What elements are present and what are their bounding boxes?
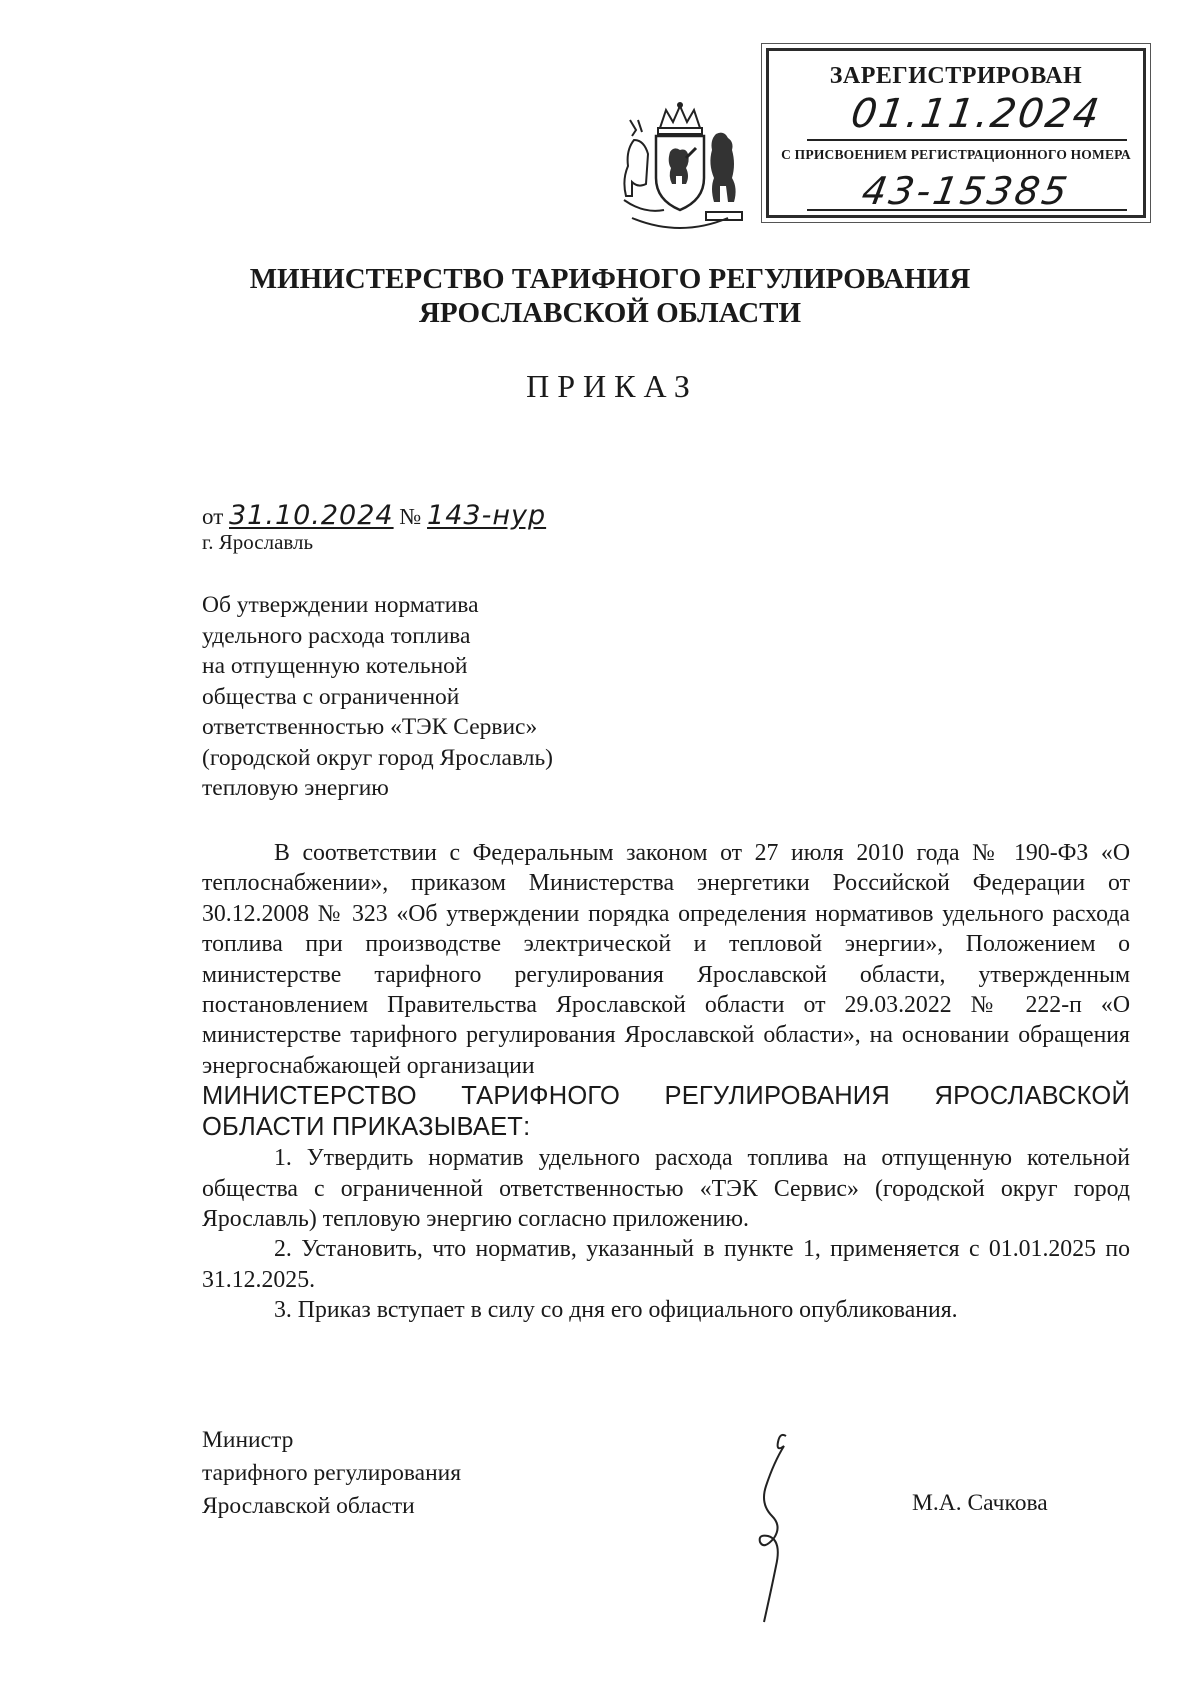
document-type: ПРИКАЗ [526,368,698,404]
order-from-label: от [202,504,224,529]
order-city: г. Ярославль [202,530,314,554]
order-body [202,838,1130,1326]
stamp-date-underline [807,139,1127,141]
coat-of-arms-icon [612,100,748,242]
signatory-position-line1: Министр [202,1427,294,1453]
order-item-1: 1. Утвердить норматив удельного расхода топлива на отпущенную котельной общества с ограниченной ответственностью «ТЭК Сервис» (городской округ город Ярославль) тепловую энергию согласно приложению. [202,1145,1130,1233]
signatory-position-line2: тарифного регулирования [202,1460,462,1486]
subject-line: тепловую энергию [202,775,389,801]
signatory-name: М.А. Сачкова [912,1490,1048,1516]
ministry-heading-line2: ЯРОСЛАВСКОЙ ОБЛАСТИ [418,297,802,329]
handwritten-signature-icon [730,1430,840,1630]
registration-stamp [766,48,1146,218]
subject-line: удельного расхода топлива [202,622,471,649]
order-subject [202,590,672,804]
ministry-heading-line1: МИНИСТЕРСТВО ТАРИФНОГО РЕГУЛИРОВАНИЯ [249,263,971,295]
signatory-position [202,1424,461,1523]
order-number-label: № [399,504,422,529]
stamp-title: ЗАРЕГИСТРИРОВАН [829,63,1083,89]
stamp-date-handwritten: 01.11.2024 [848,91,1104,137]
subject-line: общества с ограниченной [202,683,460,710]
order-item-2: 2. Установить, что норматив, указанный в пункте 1, применяется с 01.01.2025 по 31.12.2025. [202,1236,1130,1293]
order-date-handwritten: 31.10.2024 [229,500,394,531]
subject-line: на отпущенную котельной [202,653,468,679]
subject-line: (городской округ город Ярославль) [202,744,553,771]
preamble-paragraph: В соответствии с Федеральным законом от 27 июля 2010 года № 190-ФЗ «О теплоснабжении», приказом Министерства энергетики Российской Федерации от 30.12.2008 № 323 «Об утверждении порядка определения нормативов удельного расхода топлива при производстве электрической и тепловой энергии», Положением о министерстве тарифного регулирования Ярославской области, утвержденным постановлением Правительства Ярославской области от 29.03.2022 № 222-п «О министерстве тарифного регулирования Ярославской области», на основании обращения энергоснабжающей организации [202,840,1130,1079]
ministry-heading [10,262,1200,330]
order-date-number [202,500,546,531]
order-number-handwritten: 143-нур [427,500,547,531]
decree-line: МИНИСТЕРСТВО ТАРИФНОГО РЕГУЛИРОВАНИЯ ЯРОСЛАВСКОЙ ОБЛАСТИ ПРИКАЗЫВАЕТ: [202,1082,1130,1142]
subject-line: ответственностью «ТЭК Сервис» [202,714,538,740]
stamp-number-underline [807,209,1127,211]
order-item-3: 3. Приказ вступает в силу со дня его официального опубликования. [274,1297,958,1324]
subject-line: Об утверждении норматива [202,592,479,618]
stamp-reg-number-handwritten: 43-15385 [858,169,1074,213]
stamp-subtitle: С ПРИСВОЕНИЕМ РЕГИСТРАЦИОННОГО НОМЕРА [781,147,1131,162]
signatory-position-line3: Ярославской области [202,1493,415,1519]
